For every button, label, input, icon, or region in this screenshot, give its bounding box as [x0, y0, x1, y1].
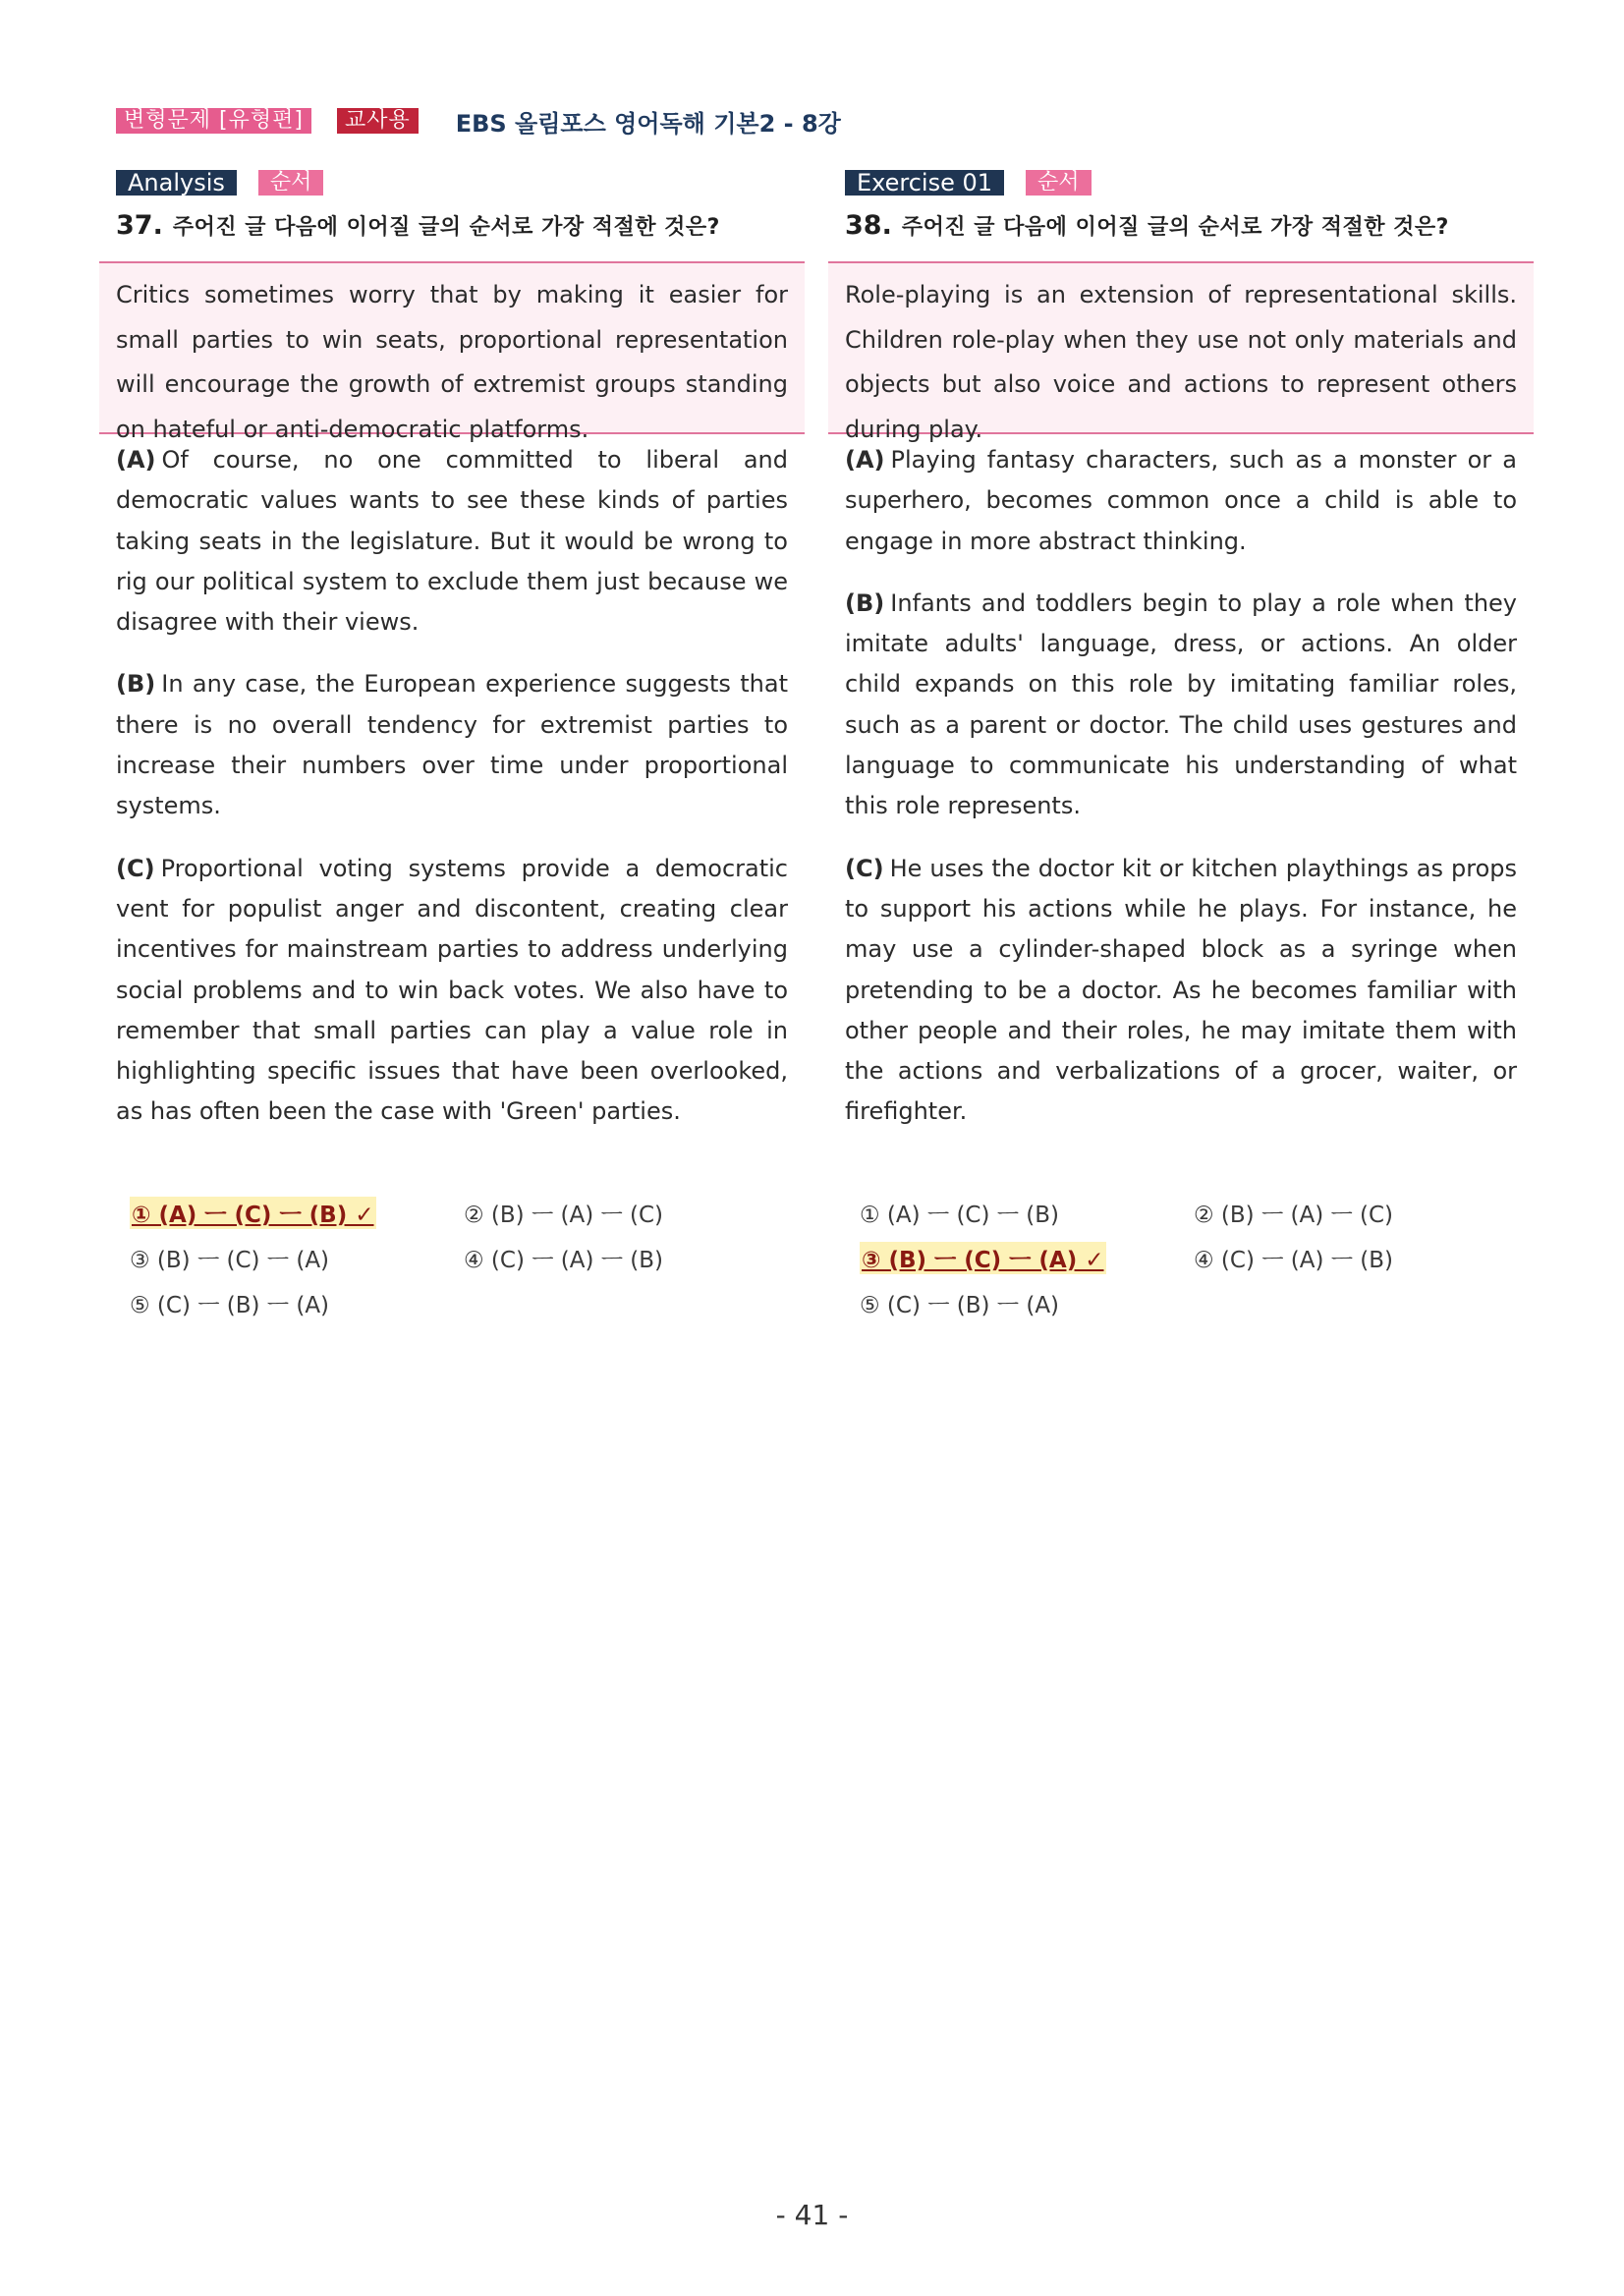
- paragraph-text: In any case, the European experience suggests that there is no overall tendency for extremist parties to increase their numbers over time under proportional systems.: [116, 670, 788, 820]
- paragraph-b: [845, 584, 1517, 827]
- passage-paragraphs: [99, 440, 805, 1133]
- section-label: Exercise 01: [845, 170, 1004, 196]
- question-number: 37.: [116, 210, 163, 241]
- question-number: 38.: [845, 210, 892, 241]
- option-1[interactable]: ① (A) ㅡ (C) ㅡ (B): [860, 1203, 1060, 1228]
- option-4[interactable]: ④ (C) ㅡ (A) ㅡ (B): [1194, 1248, 1394, 1273]
- section-label: Analysis: [116, 170, 237, 196]
- paragraph-c: [845, 849, 1517, 1133]
- paragraph-text: He uses the doctor kit or kitchen playthings as props to support his actions while he plays. For instance, he may use a cylinder-shaped block as a syringe when pretending to be a doctor. As he becomes familiar with other people and their roles, he may imitate them with the actions and verbalizations of a grocer, waiter, or firefighter.: [845, 854, 1517, 1126]
- question-heading: [116, 210, 805, 246]
- option-3[interactable]: ③ (B) ㅡ (C) ㅡ (A) ✓: [860, 1242, 1106, 1274]
- question-type-tag: 순서: [258, 170, 324, 196]
- question-type-tag: 순서: [1026, 170, 1092, 196]
- paragraph-letter: (A): [845, 446, 885, 474]
- question-text: 주어진 글 다음에 이어질 글의 순서로 가장 적절한 것은?: [172, 215, 720, 240]
- section-labels: [845, 169, 1534, 196]
- paragraph-letter: (C): [116, 854, 155, 882]
- option-4[interactable]: ④ (C) ㅡ (A) ㅡ (B): [464, 1248, 664, 1273]
- question-heading: [845, 210, 1534, 246]
- page-title: EBS 올림포스 영어독해 기본2 - 8강: [455, 109, 841, 138]
- paragraph-b: [116, 664, 788, 826]
- question-37-column: [99, 169, 805, 1133]
- option-2[interactable]: ② (B) ㅡ (A) ㅡ (C): [464, 1203, 664, 1228]
- paragraph-letter: (A): [116, 446, 156, 474]
- question-38-column: [828, 169, 1534, 1133]
- paragraph-c: [116, 849, 788, 1133]
- option-5[interactable]: ⑤ (C) ㅡ (B) ㅡ (A): [860, 1293, 1060, 1318]
- section-labels: [116, 169, 805, 196]
- variant-tag: 변형문제 [유형편]: [116, 108, 311, 134]
- paragraph-text: Infants and toddlers begin to play a role when they imitate adults' language, dress, or actions. An older child expands on this role by imitating familiar roles, such as a parent or doctor. The child uses gestures and language to communicate his understanding of what this role represents.: [845, 588, 1517, 820]
- passage-paragraphs: [828, 440, 1534, 1133]
- paragraph-a: [116, 440, 788, 643]
- option-2[interactable]: ② (B) ㅡ (A) ㅡ (C): [1194, 1203, 1394, 1228]
- option-5[interactable]: ⑤ (C) ㅡ (B) ㅡ (A): [130, 1293, 330, 1318]
- paragraph-a: [845, 440, 1517, 562]
- paragraph-letter: (B): [845, 588, 885, 617]
- page-header: [116, 106, 841, 136]
- page-number: - 41 -: [775, 2199, 849, 2231]
- given-passage: Role-playing is an extension of representational skills. Children role-play when they use not only materials and objects but also voice and actions to represent others during play.: [828, 261, 1534, 434]
- option-1[interactable]: ① (A) ㅡ (C) ㅡ (B) ✓: [130, 1197, 376, 1229]
- question-text: 주어진 글 다음에 이어질 글의 순서로 가장 적절한 것은?: [901, 215, 1449, 240]
- paragraph-text: Of course, no one committed to liberal and democratic values wants to see these kinds of parties taking seats in the legislature. But it would be wrong to rig our political system to exclude them just because we disagree with their views.: [116, 446, 788, 637]
- paragraph-letter: (C): [845, 854, 884, 882]
- paragraph-letter: (B): [116, 670, 156, 699]
- given-passage: Critics sometimes worry that by making it easier for small parties to win seats, proportional representation will encourage the growth of extremist groups standing on hateful or anti-democratic platforms.: [99, 261, 805, 434]
- paragraph-text: Proportional voting systems provide a democratic vent for populist anger and discontent, creating clear incentives for mainstream parties to address underlying social problems and to win back votes. We also have to remember that small parties can play a value role in highlighting specific issues that have been overlooked, as has often been the case with 'Green' parties.: [116, 854, 788, 1126]
- option-3[interactable]: ③ (B) ㅡ (C) ㅡ (A): [130, 1248, 330, 1273]
- teacher-tag: 교사용: [337, 108, 419, 134]
- paragraph-text: Playing fantasy characters, such as a monster or a superhero, becomes common once a child is able to engage in more abstract thinking.: [845, 446, 1517, 555]
